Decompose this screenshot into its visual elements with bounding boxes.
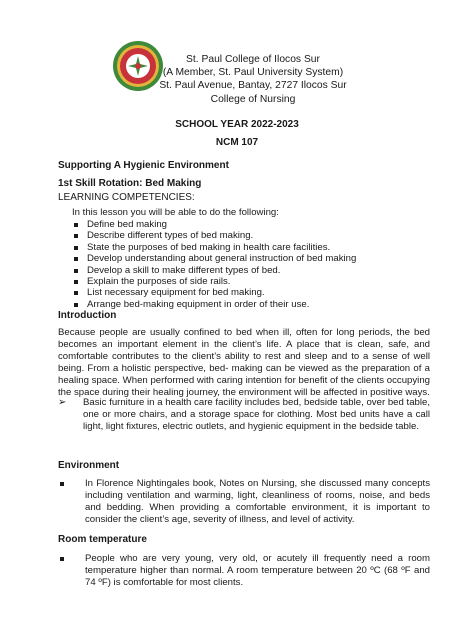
list-item: Define bed making (73, 219, 356, 230)
competencies-heading: LEARNING COMPETENCIES: (58, 192, 195, 203)
environment-heading: Environment (58, 460, 120, 471)
introduction-paragraph: Because people are usually confined to bed when ill, often for long periods, the bed becomes an important element in the client’s life. A place that is clean, safe, and comfortable contributes to the client’s ability to rest and sleep and to a sense of well being. From a holistic perspective, bed- making can be viewed as the preparation of a healing space. When performed with caring intention for benefit of the clients occupying the space during their healing journey, the environment will be affected in positive ways. (58, 327, 430, 398)
skill-title: 1st Skill Rotation: Bed Making (58, 178, 202, 189)
square-bullet-icon (60, 557, 64, 561)
college-header (148, 53, 358, 106)
square-bullet-icon (60, 482, 64, 486)
college-address: St. Paul Avenue, Bantay, 2727 Ilocos Sur (159, 80, 347, 92)
school-year: SCHOOL YEAR 2022-2023 (175, 119, 299, 130)
college-name: St. Paul College of Ilocos Sur (186, 54, 320, 65)
furniture-text: Basic furniture in a health care facility includes bed, bedside table, over bed table, one or more chairs, and a storage space for clothing. Most bed units have a call light, light fixtures, electric outlets, and hygienic equipment in the bedside table. (83, 397, 430, 432)
room-temperature-heading: Room temperature (58, 534, 147, 545)
course-code: NCM 107 (215, 137, 259, 148)
list-item: Describe different types of bed making. (73, 230, 356, 241)
arrow-bullet-icon: ➢ (58, 397, 67, 408)
list-item: Explain the purposes of side rails. (73, 276, 356, 287)
list-item: State the purposes of bed making in health care facilities. (73, 242, 356, 253)
introduction-heading: Introduction (58, 310, 117, 321)
list-item: Develop a skill to make different types of bed. (73, 265, 356, 276)
list-item: Develop understanding about general instruction of bed making (73, 253, 356, 264)
college-system: (A Member, St. Paul University System) (162, 67, 344, 79)
competencies-intro: In this lesson you will be able to do the following: (72, 207, 279, 218)
environment-text: In Florence Nightingales book, Notes on Nursing, she discussed many concepts including ventilation and warming, light, cleanliness of rooms, noise, and beds and bedding. When providing a comfortable environment, it is important to consider the client’s age, severity of illness, and level of activity. (85, 478, 430, 525)
topic-title: Supporting A Hygienic Environment (58, 160, 229, 171)
room-temperature-text: People who are very young, very old, or acutely ill frequently need a room temperature higher than normal. A room temperature between 20 ºC (68 ºF and 74 ºF) is comfortable for most clients. (85, 553, 430, 588)
competencies-list (73, 219, 356, 310)
list-item: Arrange bed-making equipment in order of their use. (73, 299, 356, 310)
list-item: List necessary equipment for bed making. (73, 287, 356, 298)
college-department: College of Nursing (210, 93, 296, 105)
